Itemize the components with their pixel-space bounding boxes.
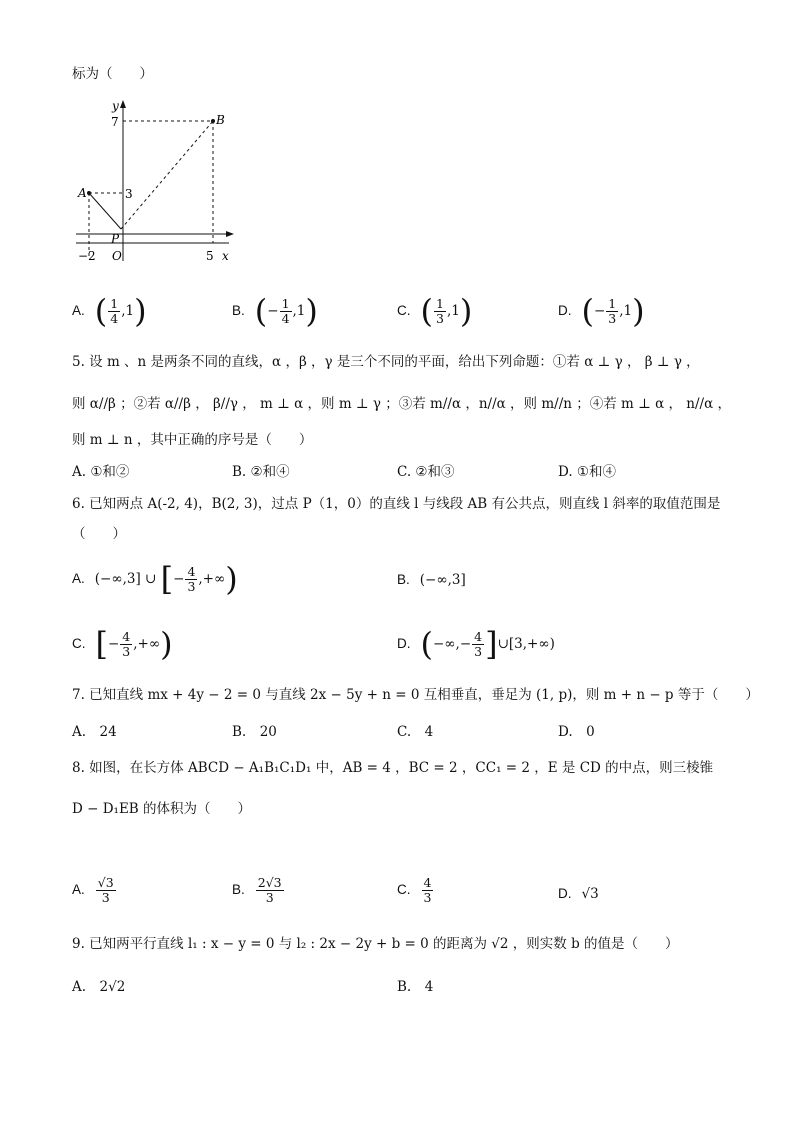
q4-option-a[interactable]: A. ( $\frac{1}{4}$ ,1) [72,292,147,330]
tick-neg2: −2 [78,249,96,263]
q6-option-b[interactable]: B. (−∞,3] [397,572,466,588]
q4-option-c[interactable]: C. ( $\frac{1}{3}$ ,1) [397,292,473,330]
point-b-label: B [216,113,225,127]
q5-option-b[interactable]: B. ②和④ [232,464,290,480]
q5-line-3: 则 m ⊥ n ，其中正确的序号是（ ） [72,432,313,448]
q4-option-d[interactable]: D. (− $\frac{1}{3}$ ,1) [558,292,645,330]
q5-option-a[interactable]: A. ①和② [72,464,130,480]
q9-option-a[interactable]: A. 2√2 [72,979,126,995]
q9-option-b[interactable]: B. 4 [397,979,434,995]
q9-line-1: 9. 已知两平行直线 l₁ : x − y = 0 与 l₂ : 2x − 2y + b = 0 的距离为 √2 ，则实数 b 的值是（ ） [72,936,679,952]
y-axis-label: y [112,99,119,113]
q6-option-c[interactable]: C. [− $\frac{4}{3}$ ,+∞) [72,625,173,663]
q8-option-a[interactable]: A. $\frac{√3}{3}$ [72,875,114,905]
q5-line-2: 则 α//β ；②若 α//β ， β//γ ， m ⊥ α ，则 m ⊥ γ ；③若 m//α ，n//α ，则 m//n ；④若 m ⊥ α ， n//α ， [72,396,732,412]
q4-coordinate-figure [72,96,242,266]
point-a-label: A [78,186,87,200]
q7-option-b[interactable]: B. 20 [232,724,277,740]
point-p-label: P [111,232,120,246]
q8-line-1: 8. 如图，在长方体 ABCD − A₁B₁C₁D₁ 中，AB = 4 ，BC = 2 ，CC₁ = 2 ，E 是 CD 的中点，则三棱锥 [72,760,714,776]
x-axis-label: x [222,249,229,263]
q5-option-d[interactable]: D. ①和④ [558,464,617,480]
q8-option-b[interactable]: B. $\frac{2√3}{3}$ [232,875,282,905]
tick-3: 3 [125,187,133,201]
q7-option-d[interactable]: D. 0 [558,724,595,740]
q8-line-2: D − D₁EB 的体积为（ ） [72,801,252,817]
q7-line-1: 7. 已知直线 mx + 4y − 2 = 0 与直线 2x − 5y + n = 0 互相垂直，垂足为 (1, p)，则 m + n − p 等于（ ） [72,687,759,703]
q6-line-1: 6. 已知两点 A(-2, 4)，B(2, 3)，过点 P（1，0）的直线 l 与线段 AB 有公共点，则直线 l 斜率的取值范围是 [72,496,721,512]
tick-7: 7 [111,115,119,129]
q4-stem-tail: 标为（ ） [72,66,153,82]
q5-option-c[interactable]: C. ②和③ [397,464,455,480]
q5-line-1: 5. 设 m 、n 是两条不同的直线，α ，β ，γ 是三个不同的平面，给出下列命题：①若 α ⊥ γ ， β ⊥ γ ， [72,354,700,370]
q8-option-c[interactable]: C. $\frac{4}{3}$ [397,875,432,905]
q6-line-2: （ ） [72,526,126,542]
origin-label: O [112,249,122,263]
q6-option-d[interactable]: D. (−∞,− $\frac{4}{3}$ ]∪[3,+∞) [397,625,555,663]
q7-option-a[interactable]: A. 24 [72,724,117,740]
q4-option-b[interactable]: B. (− $\frac{1}{4}$ ,1) [232,292,318,330]
q8-option-d[interactable]: D. √3 [558,886,599,902]
tick-5: 5 [206,249,214,263]
q7-option-c[interactable]: C. 4 [397,724,434,740]
q6-option-a[interactable]: A. (−∞,3] ∪ [− $\frac{4}{3}$ ,+∞) [72,560,238,598]
